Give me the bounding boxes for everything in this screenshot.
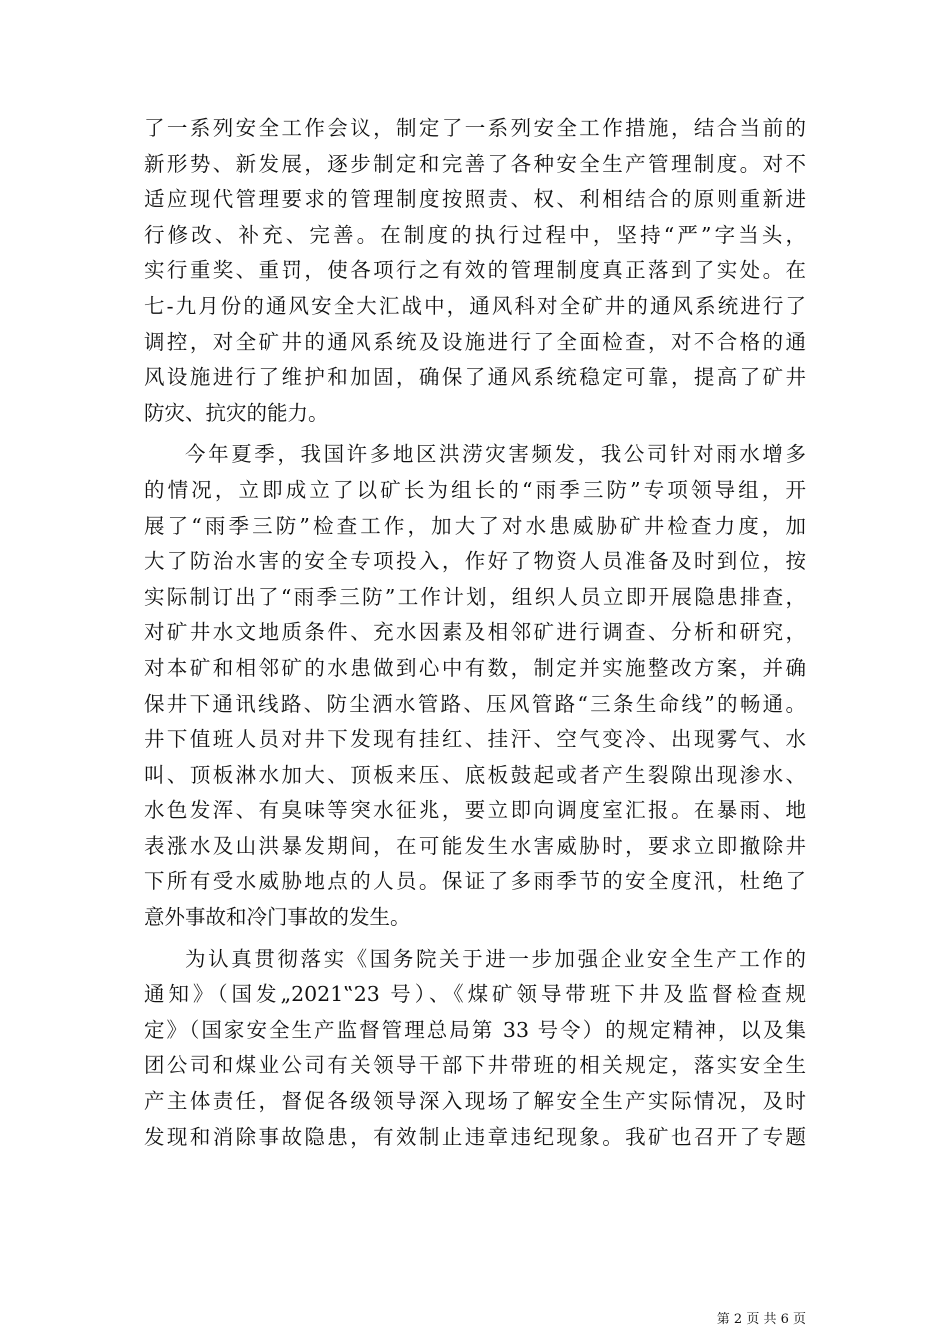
text-line: 通知》（国发„2021‟23 号）、《煤矿领导带班下井及监督检查规 <box>144 982 806 1007</box>
text-line: 实行重奖、重罚，使各项行之有效的管理制度真正落到了实处。在 <box>144 258 806 283</box>
text-line: 下所有受水威胁地点的人员。保证了多雨季节的安全度汛，杜绝了 <box>144 869 806 894</box>
text-line: 为认真贯彻落实《国务院关于进一步加强企业安全生产工作的 <box>185 946 806 971</box>
text-line: 大了防治水害的安全专项投入，作好了物资人员准备及时到位，按 <box>144 549 806 574</box>
text-line: 今年夏季，我国许多地区洪涝灾害频发，我公司针对雨水增多 <box>185 442 806 467</box>
text-line: 了一系列安全工作会议，制定了一系列安全工作措施，结合当前的 <box>144 116 806 140</box>
text-line: 适应现代管理要求的管理制度按照责、权、利相结合的原则重新进 <box>144 187 806 212</box>
text-line: 水色发浑、有臭味等突水征兆，要立即向调度室汇报。在暴雨、地 <box>144 798 806 823</box>
paragraph <box>144 942 806 1156</box>
text-line: 七-九月份的通风安全大汇战中，通风科对全矿井的通风系统进行了 <box>144 293 806 318</box>
text-line: 产主体责任，督促各级领导深入现场了解安全生产实际情况，及时 <box>144 1089 806 1114</box>
text-line: 定》（国家安全生产监督管理总局第 33 号令）的规定精神，以及集 <box>144 1017 806 1042</box>
text-line: 团公司和煤业公司有关领导干部下井带班的相关规定，落实安全生 <box>144 1053 806 1078</box>
text-line: 调控，对全矿井的通风系统及设施进行了全面检查，对不合格的通 <box>144 329 806 354</box>
text-line: 保井下通讯线路、防尘洒水管路、压风管路“三条生命线”的畅通。 <box>144 691 806 716</box>
text-line: 意外事故和冷门事故的发生。 <box>144 905 411 930</box>
text-line: 发现和消除事故隐患，有效制止违章违纪现象。我矿也召开了专题 <box>144 1124 806 1149</box>
paragraph <box>144 111 806 431</box>
text-line: 对矿井水文地质条件、充水因素及相邻矿进行调查、分析和研究， <box>144 620 806 645</box>
body-text <box>144 111 806 1155</box>
text-line: 实际制订出了“雨季三防”工作计划，组织人员立即开展隐患排查， <box>144 584 806 609</box>
paragraph <box>144 437 806 935</box>
text-line: 表涨水及山洪暴发期间，在可能发生水害威胁时，要求立即撤除井 <box>144 833 806 858</box>
text-line: 行修改、补充、完善。在制度的执行过程中，坚持“严”字当头， <box>144 222 806 247</box>
text-line: 井下值班人员对井下发现有挂红、挂汗、空气变冷、出现雾气、水 <box>144 727 806 752</box>
text-line: 的情况，立即成立了以矿长为组长的“雨季三防”专项领导组，开 <box>144 477 806 502</box>
text-line: 展了“雨季三防”检查工作，加大了对水患威胁矿井检查力度，加 <box>144 513 806 538</box>
text-line: 对本矿和相邻矿的水患做到心中有数，制定并实施整改方案，并确 <box>144 655 806 680</box>
text-line: 新形势、新发展，逐步制定和完善了各种安全生产管理制度。对不 <box>144 151 806 176</box>
text-line: 防灾、抗灾的能力。 <box>144 400 329 425</box>
text-line: 叫、顶板淋水加大、顶板来压、底板鼓起或者产生裂隙出现渗水、 <box>144 762 806 787</box>
page-number-footer: 第 2 页 共 6 页 <box>716 1312 806 1327</box>
text-line: 风设施进行了维护和加固，确保了通风系统稳定可靠，提高了矿井 <box>144 365 806 390</box>
